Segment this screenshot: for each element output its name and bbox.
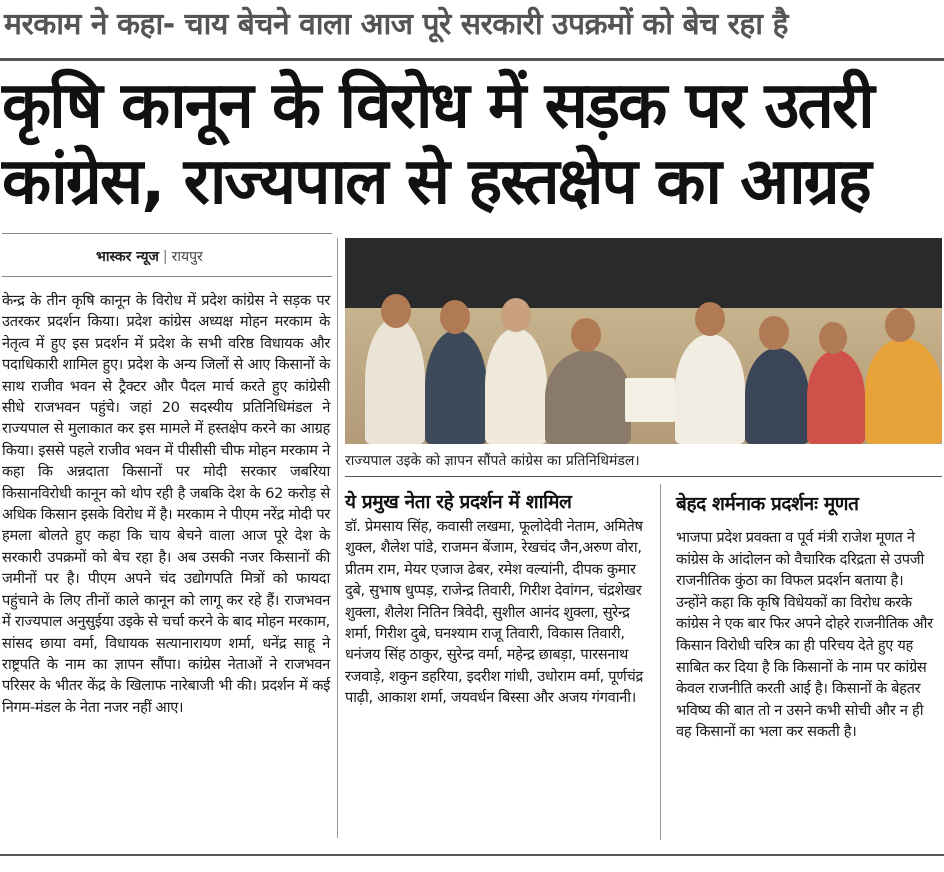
photo-memorandum bbox=[625, 378, 675, 422]
top-divider bbox=[0, 58, 944, 61]
photo-person-head bbox=[695, 302, 725, 336]
photo-person-head bbox=[501, 298, 531, 332]
bottom-divider bbox=[0, 854, 944, 856]
main-story-text: केन्द्र के तीन कृषि कानून के विरोध में प्रदेश कांग्रेस ने सड़क पर उतरकर प्रदर्शन किया। प्रदेश कांग्रेस अध्यक्ष मोहन मरकाम के नेतृत्व में हुए इस प्रदर्शन में प्रदेश के सभी वरिष्ठ विधायक और पदाधिकारी शामिल हुए। प्रदेश के अन्य जिलों से आए किसानों के साथ राजीव भवन से ट्रैक्टर और पैदल मार्च करते हुए कांग्रेसी सीधे राजभवन पहुंचे। जहां 20 सदस्यीय प्रतिनिधिमंडल ने राज्यपाल से मुलाकात कर इस मामले में हस्तक्षेप करने का आग्रह किया। इससे पहले राजीव भवन में पीसीसी चीफ मोहन मरकाम ने कहा कि अन्नदाता किसानों पर मोदी सरकार जबरिया किसानविरोधी कानून को थोप रही है जबकि देश के 62 करोड़ से अधिक किसान इसके विरोध में है। मरकाम ने पीएम नरेंद्र मोदी पर हमला बोलते हुए कहा कि चाय बेचने वाला आज पूरे देश के सरकारी उपक्रमों को बेच रहा है। अब उसकी नजर किसानों की जमीनों पर है। पीएम अपने चंद उद्योगपति मित्रों को फायदा पहुंचाने के लिए तीनों काले कानून को लागू कर रहे हैं। राजभवन में राज्यपाल अनुसुईया उइके से चर्चा करने के बाद मोहन मरकाम, सांसद छाया वर्मा, विधायक सत्यानारायण शर्मा, धनेंद्र साहू ने राष्ट्रपति के नाम का ज्ञापन सौंपा। कांग्रेस नेताओं ने राजभवन परिसर के भीतर केंद्र के खिलाफ नारेबाजी भी की। प्रदर्शन में कई निगम-मंडल के नेता नजर नहीं आए। bbox=[2, 292, 330, 716]
leaders-heading: ये प्रमुख नेता रहे प्रदर्शन में शामिल bbox=[345, 491, 572, 513]
kicker-headline: मरकाम ने कहा- चाय बेचने वाला आज पूरे सरकारी उपक्रमों को बेच रहा है bbox=[4, 7, 788, 42]
photo-caption: राज्यपाल उइके को ज्ञापन सौंपते कांग्रेस का प्रतिनिधिमंडल। bbox=[345, 453, 640, 469]
photo-person bbox=[485, 328, 547, 444]
photo-person-head bbox=[571, 318, 601, 352]
byline-source: भास्कर न्यूज bbox=[96, 249, 159, 265]
photo-person-head bbox=[759, 316, 789, 350]
photo-background-wall bbox=[345, 238, 942, 308]
byline-rule bbox=[2, 233, 332, 234]
byline-separator: | bbox=[162, 249, 168, 265]
photo-person bbox=[865, 338, 942, 444]
photo-person bbox=[425, 330, 487, 444]
main-headline bbox=[2, 68, 942, 220]
photo-person-head bbox=[819, 322, 847, 354]
reaction-heading: बेहद शर्मनाक प्रदर्शनः मूणत bbox=[676, 493, 859, 515]
photo-person bbox=[807, 350, 865, 444]
photo-person-head bbox=[440, 300, 470, 334]
leaders-list-text: डॉ. प्रेमसाय सिंह, कवासी लखमा, फूलोदेवी नेताम, अमितेष शुक्ल, शैलेश पांडे, राजमन बेंजाम, रेखचंद जैन,अरुण वोरा, प्रीतम राम, मेयर एजाज ढेबर, रमेश वल्यांनी, दीपक कुमार दुबे, सुभाष धुप्पड़, राजेन्द्र तिवारी, गिरीश देवांगन, चंद्रशेखर शुक्ला, शैलेश नितिन त्रिवेदी, सुशील आनंद शुक्ला, सुरेन्द्र शर्मा, गिरीश दुबे, घनश्याम राजू तिवारी, विकास तिवारी, धनंजय सिंह ठाकुर, सुरेन्द्र वर्मा, महेन्द्र छाबड़ा, पारसनाथ रजवाड़े, शकुन डहरिया, इदरीश गांधी, उधोराम वर्मा, पूर्णचंद्र पाढ़ी, आकाश शर्मा, जयवर्धन बिस्सा और अजय गंगवानी। bbox=[345, 518, 643, 707]
reaction-text: भाजपा प्रदेश प्रवक्ता व पूर्व मंत्री राजेश मूणत ने कांग्रेस के आंदोलन को वैचारिक दरिद्रता से उपजी राजनीतिक कुंठा का विफल प्रदर्शन बताया है। उन्होंने कहा कि कृषि विधेयकों का विरोध करके कांग्रेस ने एक बार फिर अपने दोहरे राजनीतिक और किसान विरोधी चरित्र का ही परिचय देते हुए यह साबित कर दिया है कि किसानों के नाम पर कांग्रेस केवल राजनीति करती आई है। किसानों के बेहतर भविष्य की बात तो न उसने कभी सोची और न ही वह किसानों का भला कर सकती है। bbox=[676, 529, 933, 741]
caption-rule bbox=[345, 476, 942, 477]
photo-person bbox=[675, 334, 745, 444]
column-divider-2 bbox=[660, 484, 661, 840]
byline bbox=[96, 247, 203, 266]
photo-person bbox=[545, 350, 631, 444]
headline-line-1: कृषि कानून के विरोध में सड़क पर उतरी bbox=[2, 69, 873, 143]
byline-rule-bottom bbox=[2, 276, 332, 277]
photo-person-head bbox=[885, 308, 915, 342]
byline-city: रायपुर bbox=[171, 249, 203, 265]
news-photo bbox=[345, 238, 942, 444]
photo-person bbox=[745, 348, 809, 444]
headline-line-2: कांग्रेस, राज्यपाल से हस्तक्षेप का आग्रह bbox=[2, 145, 870, 219]
photo-person-head bbox=[381, 294, 411, 328]
column-divider-1 bbox=[337, 238, 338, 838]
photo-person bbox=[365, 318, 425, 444]
